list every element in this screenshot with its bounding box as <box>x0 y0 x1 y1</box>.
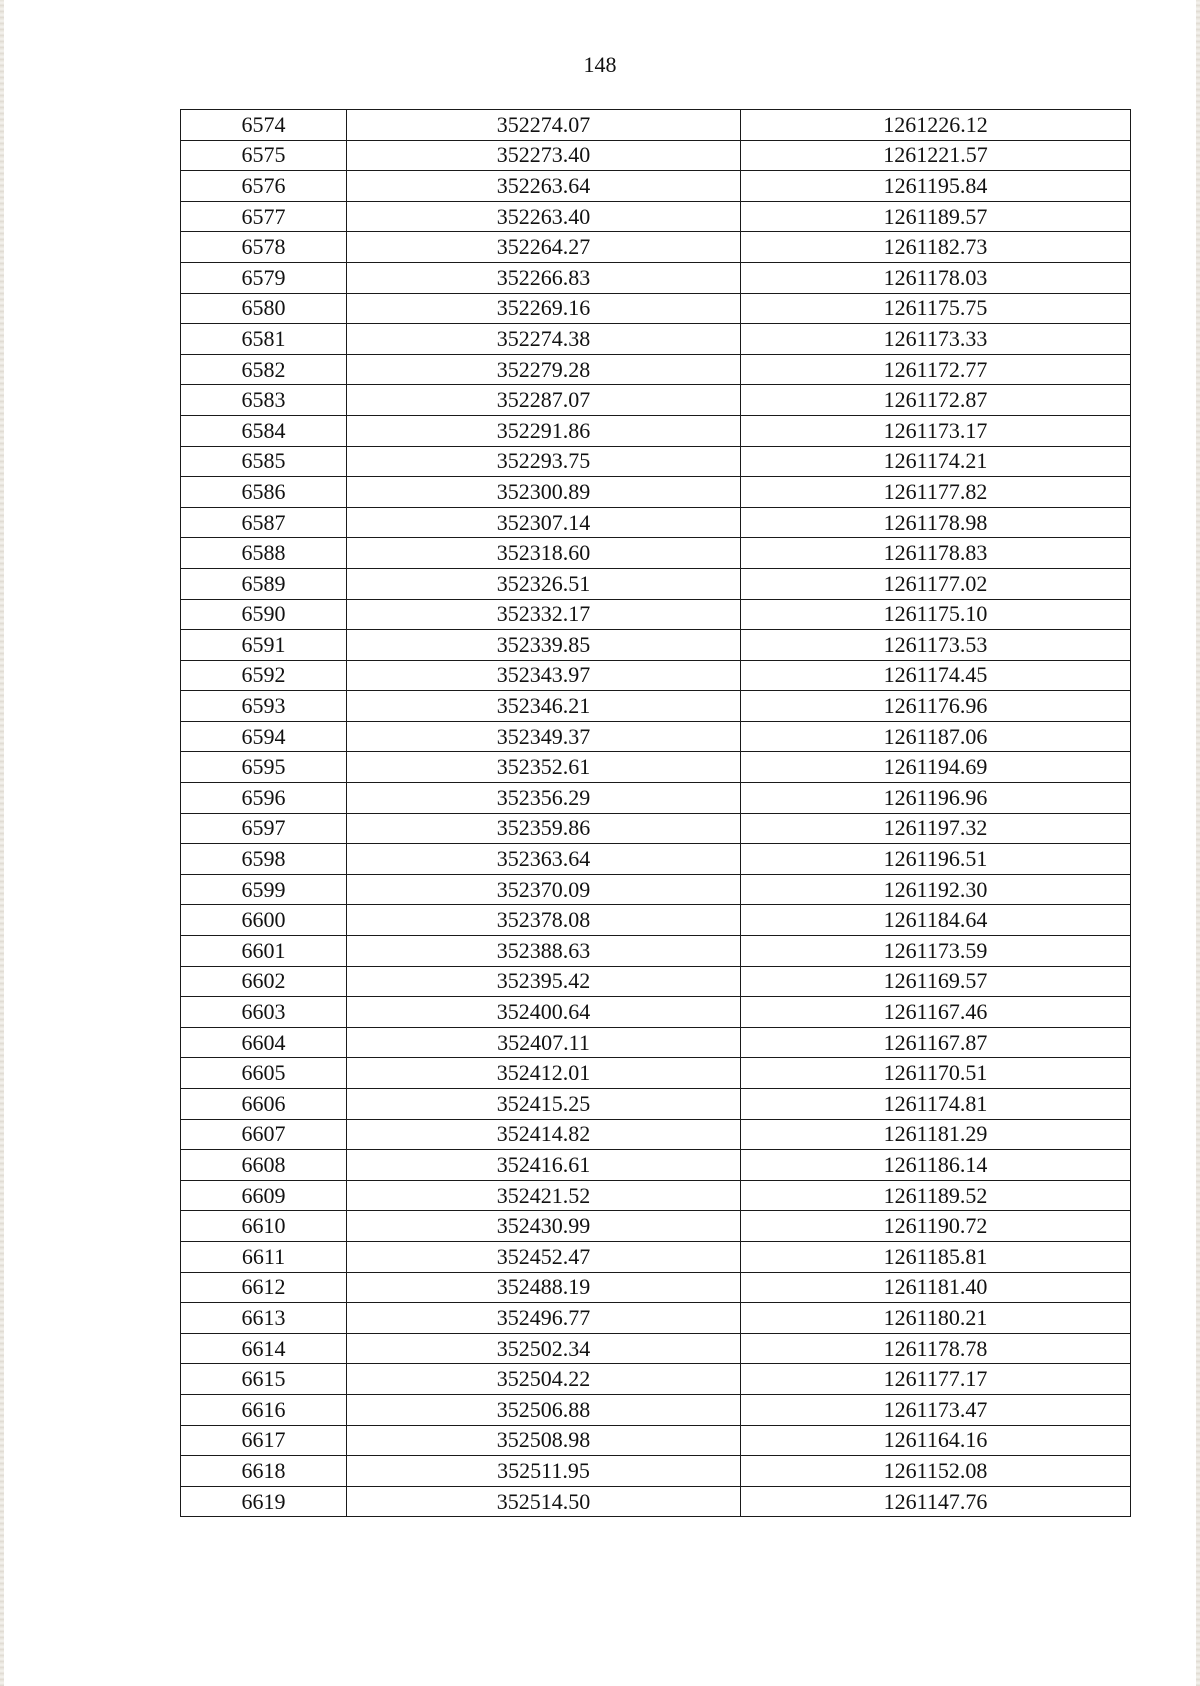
coordinates-table-body <box>181 110 1131 1517</box>
y-coordinate-cell: 1261196.96 <box>741 783 1131 814</box>
point-number-cell: 6578 <box>181 232 347 263</box>
y-coordinate-cell: 1261184.64 <box>741 905 1131 936</box>
y-coordinate-cell: 1261172.87 <box>741 385 1131 416</box>
table-row <box>181 874 1131 905</box>
point-number-cell: 6584 <box>181 415 347 446</box>
x-coordinate-cell: 352307.14 <box>347 507 741 538</box>
table-row <box>181 201 1131 232</box>
y-coordinate-cell: 1261181.29 <box>741 1119 1131 1150</box>
point-number-cell: 6579 <box>181 262 347 293</box>
y-coordinate-cell: 1261177.82 <box>741 477 1131 508</box>
table-row <box>181 171 1131 202</box>
y-coordinate-cell: 1261196.51 <box>741 844 1131 875</box>
table-row <box>181 293 1131 324</box>
x-coordinate-cell: 352508.98 <box>347 1425 741 1456</box>
y-coordinate-cell: 1261226.12 <box>741 110 1131 141</box>
y-coordinate-cell: 1261170.51 <box>741 1058 1131 1089</box>
point-number-cell: 6592 <box>181 660 347 691</box>
x-coordinate-cell: 352415.25 <box>347 1089 741 1120</box>
table-row <box>181 507 1131 538</box>
y-coordinate-cell: 1261190.72 <box>741 1211 1131 1242</box>
y-coordinate-cell: 1261221.57 <box>741 140 1131 171</box>
point-number-cell: 6617 <box>181 1425 347 1456</box>
x-coordinate-cell: 352452.47 <box>347 1241 741 1272</box>
y-coordinate-cell: 1261174.81 <box>741 1089 1131 1120</box>
point-number-cell: 6590 <box>181 599 347 630</box>
point-number-cell: 6596 <box>181 783 347 814</box>
x-coordinate-cell: 352264.27 <box>347 232 741 263</box>
y-coordinate-cell: 1261152.08 <box>741 1456 1131 1487</box>
y-coordinate-cell: 1261180.21 <box>741 1303 1131 1334</box>
table-row <box>181 110 1131 141</box>
table-row <box>181 385 1131 416</box>
point-number-cell: 6593 <box>181 691 347 722</box>
point-number-cell: 6574 <box>181 110 347 141</box>
point-number-cell: 6583 <box>181 385 347 416</box>
x-coordinate-cell: 352388.63 <box>347 936 741 967</box>
y-coordinate-cell: 1261181.40 <box>741 1272 1131 1303</box>
y-coordinate-cell: 1261177.17 <box>741 1364 1131 1395</box>
table-row <box>181 1058 1131 1089</box>
x-coordinate-cell: 352488.19 <box>347 1272 741 1303</box>
table-row <box>181 1364 1131 1395</box>
y-coordinate-cell: 1261177.02 <box>741 568 1131 599</box>
point-number-cell: 6604 <box>181 1027 347 1058</box>
y-coordinate-cell: 1261197.32 <box>741 813 1131 844</box>
point-number-cell: 6591 <box>181 630 347 661</box>
x-coordinate-cell: 352263.64 <box>347 171 741 202</box>
x-coordinate-cell: 352318.60 <box>347 538 741 569</box>
y-coordinate-cell: 1261195.84 <box>741 171 1131 202</box>
point-number-cell: 6597 <box>181 813 347 844</box>
table-row <box>181 1150 1131 1181</box>
x-coordinate-cell: 352274.07 <box>347 110 741 141</box>
x-coordinate-cell: 352407.11 <box>347 1027 741 1058</box>
y-coordinate-cell: 1261174.45 <box>741 660 1131 691</box>
x-coordinate-cell: 352343.97 <box>347 660 741 691</box>
table-row <box>181 1027 1131 1058</box>
point-number-cell: 6612 <box>181 1272 347 1303</box>
table-row <box>181 1333 1131 1364</box>
x-coordinate-cell: 352273.40 <box>347 140 741 171</box>
x-coordinate-cell: 352274.38 <box>347 324 741 355</box>
page-number: 148 <box>583 52 617 77</box>
x-coordinate-cell: 352352.61 <box>347 752 741 783</box>
x-coordinate-cell: 352412.01 <box>347 1058 741 1089</box>
table-row <box>181 997 1131 1028</box>
table-row <box>181 538 1131 569</box>
table-row <box>181 262 1131 293</box>
y-coordinate-cell: 1261194.69 <box>741 752 1131 783</box>
table-row <box>181 568 1131 599</box>
x-coordinate-cell: 352511.95 <box>347 1456 741 1487</box>
point-number-cell: 6610 <box>181 1211 347 1242</box>
scan-edge-left <box>0 0 4 1686</box>
x-coordinate-cell: 352266.83 <box>347 262 741 293</box>
point-number-cell: 6582 <box>181 354 347 385</box>
x-coordinate-cell: 352506.88 <box>347 1394 741 1425</box>
table-row <box>181 1425 1131 1456</box>
point-number-cell: 6587 <box>181 507 347 538</box>
table-row <box>181 691 1131 722</box>
point-number-cell: 6602 <box>181 966 347 997</box>
point-number-cell: 6609 <box>181 1180 347 1211</box>
x-coordinate-cell: 352496.77 <box>347 1303 741 1334</box>
x-coordinate-cell: 352269.16 <box>347 293 741 324</box>
y-coordinate-cell: 1261189.57 <box>741 201 1131 232</box>
table-row <box>181 752 1131 783</box>
point-number-cell: 6575 <box>181 140 347 171</box>
y-coordinate-cell: 1261185.81 <box>741 1241 1131 1272</box>
point-number-cell: 6595 <box>181 752 347 783</box>
point-number-cell: 6616 <box>181 1394 347 1425</box>
table-row <box>181 660 1131 691</box>
point-number-cell: 6611 <box>181 1241 347 1272</box>
y-coordinate-cell: 1261187.06 <box>741 721 1131 752</box>
table-row <box>181 1394 1131 1425</box>
table-row <box>181 1089 1131 1120</box>
x-coordinate-cell: 352421.52 <box>347 1180 741 1211</box>
table-row <box>181 1119 1131 1150</box>
y-coordinate-cell: 1261173.17 <box>741 415 1131 446</box>
y-coordinate-cell: 1261176.96 <box>741 691 1131 722</box>
table-row <box>181 783 1131 814</box>
y-coordinate-cell: 1261173.33 <box>741 324 1131 355</box>
y-coordinate-cell: 1261178.83 <box>741 538 1131 569</box>
table-row <box>181 1272 1131 1303</box>
table-row <box>181 1486 1131 1517</box>
point-number-cell: 6598 <box>181 844 347 875</box>
x-coordinate-cell: 352263.40 <box>347 201 741 232</box>
point-number-cell: 6614 <box>181 1333 347 1364</box>
y-coordinate-cell: 1261167.46 <box>741 997 1131 1028</box>
point-number-cell: 6601 <box>181 936 347 967</box>
table-row <box>181 936 1131 967</box>
x-coordinate-cell: 352370.09 <box>347 874 741 905</box>
x-coordinate-cell: 352346.21 <box>347 691 741 722</box>
point-number-cell: 6613 <box>181 1303 347 1334</box>
x-coordinate-cell: 352293.75 <box>347 446 741 477</box>
point-number-cell: 6599 <box>181 874 347 905</box>
x-coordinate-cell: 352291.86 <box>347 415 741 446</box>
scan-edge-right <box>1196 0 1200 1686</box>
point-number-cell: 6606 <box>181 1089 347 1120</box>
x-coordinate-cell: 352414.82 <box>347 1119 741 1150</box>
y-coordinate-cell: 1261182.73 <box>741 232 1131 263</box>
y-coordinate-cell: 1261173.59 <box>741 936 1131 967</box>
table-row <box>181 1180 1131 1211</box>
table-row <box>181 232 1131 263</box>
table-row <box>181 140 1131 171</box>
table-row <box>181 721 1131 752</box>
y-coordinate-cell: 1261147.76 <box>741 1486 1131 1517</box>
point-number-cell: 6605 <box>181 1058 347 1089</box>
point-number-cell: 6586 <box>181 477 347 508</box>
table-row <box>181 1211 1131 1242</box>
table-row <box>181 354 1131 385</box>
table-row <box>181 630 1131 661</box>
table-row <box>181 324 1131 355</box>
y-coordinate-cell: 1261178.03 <box>741 262 1131 293</box>
point-number-cell: 6608 <box>181 1150 347 1181</box>
point-number-cell: 6594 <box>181 721 347 752</box>
y-coordinate-cell: 1261186.14 <box>741 1150 1131 1181</box>
x-coordinate-cell: 352359.86 <box>347 813 741 844</box>
table-row <box>181 477 1131 508</box>
table-row <box>181 1241 1131 1272</box>
table-row <box>181 905 1131 936</box>
point-number-cell: 6580 <box>181 293 347 324</box>
x-coordinate-cell: 352332.17 <box>347 599 741 630</box>
point-number-cell: 6589 <box>181 568 347 599</box>
table-row <box>181 599 1131 630</box>
y-coordinate-cell: 1261172.77 <box>741 354 1131 385</box>
point-number-cell: 6588 <box>181 538 347 569</box>
point-number-cell: 6603 <box>181 997 347 1028</box>
x-coordinate-cell: 352502.34 <box>347 1333 741 1364</box>
x-coordinate-cell: 352504.22 <box>347 1364 741 1395</box>
y-coordinate-cell: 1261173.47 <box>741 1394 1131 1425</box>
table-row <box>181 813 1131 844</box>
point-number-cell: 6607 <box>181 1119 347 1150</box>
x-coordinate-cell: 352514.50 <box>347 1486 741 1517</box>
y-coordinate-cell: 1261174.21 <box>741 446 1131 477</box>
y-coordinate-cell: 1261167.87 <box>741 1027 1131 1058</box>
point-number-cell: 6615 <box>181 1364 347 1395</box>
y-coordinate-cell: 1261173.53 <box>741 630 1131 661</box>
point-number-cell: 6581 <box>181 324 347 355</box>
point-number-cell: 6576 <box>181 171 347 202</box>
point-number-cell: 6600 <box>181 905 347 936</box>
x-coordinate-cell: 352349.37 <box>347 721 741 752</box>
x-coordinate-cell: 352326.51 <box>347 568 741 599</box>
x-coordinate-cell: 352430.99 <box>347 1211 741 1242</box>
y-coordinate-cell: 1261169.57 <box>741 966 1131 997</box>
y-coordinate-cell: 1261192.30 <box>741 874 1131 905</box>
point-number-cell: 6619 <box>181 1486 347 1517</box>
y-coordinate-cell: 1261164.16 <box>741 1425 1131 1456</box>
x-coordinate-cell: 352378.08 <box>347 905 741 936</box>
x-coordinate-cell: 352395.42 <box>347 966 741 997</box>
x-coordinate-cell: 352356.29 <box>347 783 741 814</box>
y-coordinate-cell: 1261178.78 <box>741 1333 1131 1364</box>
x-coordinate-cell: 352287.07 <box>347 385 741 416</box>
y-coordinate-cell: 1261175.10 <box>741 599 1131 630</box>
y-coordinate-cell: 1261178.98 <box>741 507 1131 538</box>
x-coordinate-cell: 352339.85 <box>347 630 741 661</box>
y-coordinate-cell: 1261175.75 <box>741 293 1131 324</box>
point-number-cell: 6618 <box>181 1456 347 1487</box>
x-coordinate-cell: 352416.61 <box>347 1150 741 1181</box>
x-coordinate-cell: 352363.64 <box>347 844 741 875</box>
table-row <box>181 415 1131 446</box>
table-row <box>181 1456 1131 1487</box>
coordinates-table <box>180 109 1131 1517</box>
table-row <box>181 1303 1131 1334</box>
point-number-cell: 6585 <box>181 446 347 477</box>
table-row <box>181 966 1131 997</box>
table-row <box>181 844 1131 875</box>
x-coordinate-cell: 352400.64 <box>347 997 741 1028</box>
x-coordinate-cell: 352279.28 <box>347 354 741 385</box>
point-number-cell: 6577 <box>181 201 347 232</box>
y-coordinate-cell: 1261189.52 <box>741 1180 1131 1211</box>
table-row <box>181 446 1131 477</box>
x-coordinate-cell: 352300.89 <box>347 477 741 508</box>
